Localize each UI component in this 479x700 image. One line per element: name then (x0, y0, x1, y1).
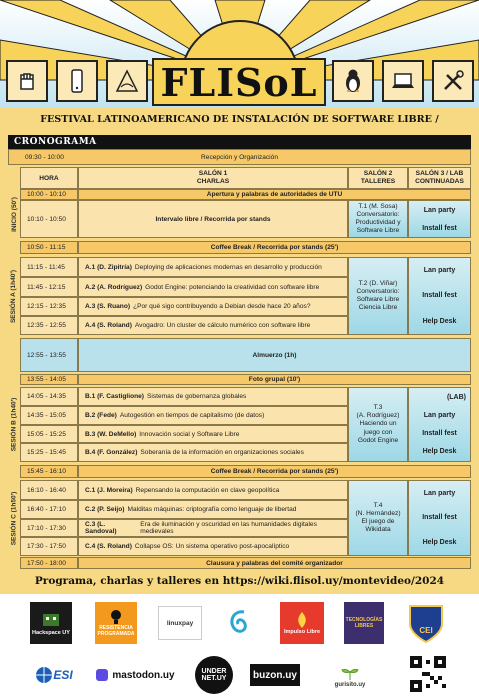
session-label-b: SESIÓN B (1h40') (10, 397, 18, 452)
talk-c1: C.1 (J. Moreira) Repensando la computación en clave geopolítica (78, 480, 348, 500)
time-cell: 15:05 - 15:25 (20, 425, 78, 443)
time-cell: 14:35 - 15:05 (20, 406, 78, 425)
cei-logo[interactable]: CEI (406, 602, 446, 644)
reception-row (8, 149, 471, 165)
floppy-icon (106, 60, 148, 102)
almuerzo-text: Almuerzo (1h) (78, 338, 471, 372)
time-cell: 12:15 - 12:35 (20, 297, 78, 316)
talk-b1: B.1 (F. Castiglione) Sistemas de gobernanza globales (78, 387, 348, 406)
coffee-break-2: Coffee Break / Recorrida por stands (25') (78, 465, 471, 478)
robot-icon (40, 610, 62, 630)
lan-party-label: Lan party (423, 206, 456, 214)
time-cell: 09:30 - 10:00 (25, 153, 64, 161)
time-cell: 16:40 - 17:10 (20, 500, 78, 519)
lan-party-label: Lan party (423, 411, 456, 419)
header-salon1: SALÓN 1 CHARLAS (78, 167, 348, 189)
salon3-c (408, 480, 471, 556)
install-fest-label: Install fest (422, 224, 457, 232)
talk-a4: A.4 (S. Roland) Avogadro: Un cluster de cálculo numérico con software libre (78, 316, 348, 335)
hackspace-logo[interactable]: Hackspace UY (30, 602, 72, 644)
foto-text: Foto grupal (10') (78, 374, 471, 385)
phone-icon (56, 60, 98, 102)
session-label-a: SESIÓN A (1h40') (10, 269, 18, 323)
help-desk-label: Help Desk (422, 539, 457, 547)
mastodon-logo[interactable]: mastodon.uy (95, 660, 175, 690)
time-cell: 12:35 - 12:55 (20, 316, 78, 335)
fist-icon (6, 60, 48, 102)
time-cell: 15:45 - 16:10 (20, 465, 78, 478)
logo-text: FLISoL (160, 59, 318, 105)
lan-party-label: Lan party (423, 267, 456, 275)
sprout-icon (340, 662, 360, 682)
impulso-libre-logo[interactable]: Impulso Libre (280, 602, 324, 644)
time-cell: 16:10 - 16:40 (20, 480, 78, 500)
taller-t3: T.3 (A. Rodríguez) Haciendo un juego con Godot Engine (348, 387, 408, 462)
undernet-logo[interactable]: UNDER NET.UY (195, 656, 233, 694)
buzon-logo[interactable]: buzon.uy (250, 664, 300, 686)
lab-label: (LAB) (446, 393, 466, 401)
talk-a1: A.1 (D. Zipitría) Deploying de aplicaciones modernas en desarrollo y producción (78, 257, 348, 277)
install-fest-label: Install fest (422, 430, 457, 438)
gurisito-logo[interactable]: gurisito.uy (322, 656, 378, 694)
flame-icon (292, 611, 312, 629)
time-cell: 13:55 - 14:05 (20, 374, 78, 385)
salon3-a (408, 257, 471, 335)
intervalo-text: Intervalo libre / Recorrida por stands (78, 200, 348, 238)
sponsors-area (0, 594, 479, 700)
laptop-icon (382, 60, 424, 102)
talk-b3: B.3 (W. DeMello) Innovación social y Software Libre (78, 425, 348, 443)
header-salon3: SALÓN 3 / LAB CONTINUADAS (408, 167, 471, 189)
time-cell: 10:50 - 11:15 (20, 241, 78, 254)
talk-b2: B.2 (Fede) Autogestión en tiempos de capitalismo (de datos) (78, 406, 348, 425)
help-desk-label: Help Desk (422, 317, 457, 325)
tools-icon (432, 60, 474, 102)
time-cell: 10:10 - 10:50 (20, 200, 78, 238)
time-cell: 10:00 - 10:10 (20, 189, 78, 200)
time-cell: 17:10 - 17:30 (20, 519, 78, 537)
time-cell: 17:50 - 18:00 (20, 557, 78, 569)
qr-code[interactable] (410, 656, 446, 692)
talk-a2: A.2 (A. Rodríguez) Godot Engine: potenciando la creatividad con software libre (78, 277, 348, 297)
taller-t2: T.2 (D. Viñar) Conversatorio: Software Libre Ciencia Libre (348, 257, 408, 335)
clausura-text: Clausura y palabras del comité organizador (78, 557, 471, 569)
salon3-inicio (408, 200, 471, 238)
header-banner (0, 0, 479, 108)
time-cell: 15:25 - 15:45 (20, 443, 78, 462)
globe-icon (35, 666, 53, 684)
tecnologias-libres-logo[interactable]: TECNOLOGÍAS LIBRES (344, 602, 384, 644)
talk-c3: C.3 (L. Sandoval) Era de iluminación y oscuridad en las humanidades digitales medievales (78, 519, 348, 537)
talk-b4: B.4 (F. González) Soberanía de la información en organizaciones sociales (78, 443, 348, 462)
talk-c4: C.4 (S. Roland) Collapse OS: Un sistema operativo post-apocalíptico (78, 537, 348, 556)
qr-code-icon (410, 656, 446, 692)
taller-t1: T.1 (M. Sosa) Conversatorio: Productividad y Software Libre (348, 200, 408, 238)
shield-icon (406, 602, 446, 644)
festival-title: FESTIVAL LATINOAMERICANO DE INSTALACIÓN DE SOFTWARE LIBRE / (40, 114, 439, 125)
time-cell: 11:45 - 12:15 (20, 277, 78, 297)
bulb-icon (109, 609, 123, 625)
cronograma-bar: CRONOGRAMA (8, 135, 471, 149)
debian-uy-logo[interactable] (222, 604, 258, 642)
install-fest-label: Install fest (422, 514, 457, 522)
talk-a3: A.3 (S. Ruano) ¿Por qué sigo contribuyendo a Debian desde hace 20 años? (78, 297, 348, 316)
help-desk-label: Help Desk (422, 448, 457, 456)
time-cell: 14:05 - 14:35 (20, 387, 78, 406)
talk-c2: C.2 (P. Seijo) Malditas máquinas: criptografía como lenguaje de libertad (78, 500, 348, 519)
session-label-inicio: INICIO (50') (10, 196, 18, 232)
mastodon-icon (95, 668, 109, 682)
salon3-b (408, 387, 471, 462)
debian-swirl-icon (224, 606, 256, 640)
time-cell: 11:15 - 11:45 (20, 257, 78, 277)
time-cell: 17:30 - 17:50 (20, 537, 78, 556)
opening-text: Apertura y palabras de autoridades de UTU (78, 189, 471, 200)
taller-t4: T.4 (N. Hernández) El juego de Wikidata (348, 480, 408, 556)
reception-text: Recepción y Organización (201, 153, 278, 161)
program-link[interactable]: Programa, charlas y talleres en https://wiki.flisol.uy/montevideo/2024 (34, 575, 445, 587)
install-fest-label: Install fest (422, 292, 457, 300)
header-salon2: SALÓN 2 TALLERES (348, 167, 408, 189)
linuxpay-logo[interactable]: linuxpay (158, 606, 202, 640)
flisol-logo (152, 58, 326, 106)
time-cell: 12:55 - 13:55 (20, 338, 78, 372)
resistencia-logo[interactable]: RESISTENCIA PROGRAMADA (95, 602, 137, 644)
esi-logo[interactable]: ESI (30, 658, 78, 692)
coffee-break-1: Coffee Break / Recorrida por stands (25') (78, 241, 471, 254)
schedule-grid (8, 149, 471, 569)
header-hora: HORA (20, 167, 78, 189)
lan-party-label: Lan party (423, 489, 456, 497)
session-label-c: SESIÓN C (1h50') (10, 491, 18, 545)
penguin-icon (332, 60, 374, 102)
